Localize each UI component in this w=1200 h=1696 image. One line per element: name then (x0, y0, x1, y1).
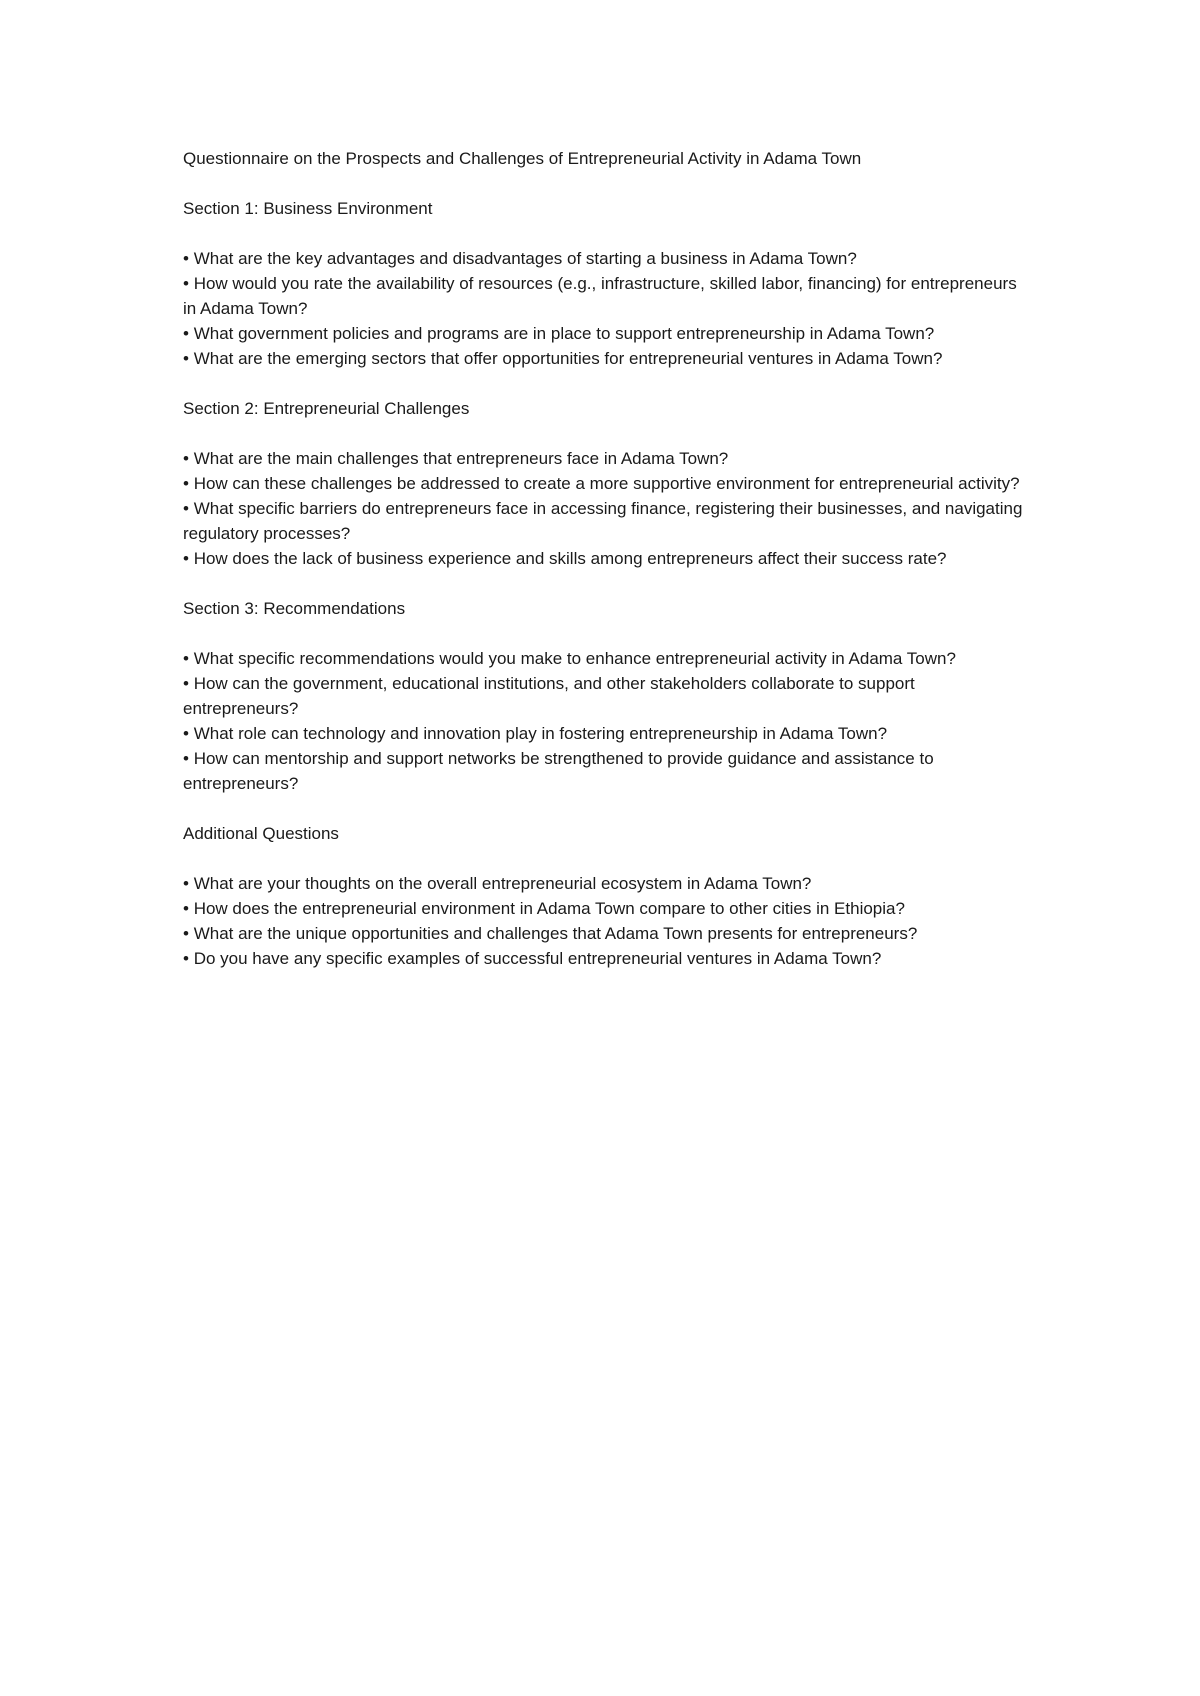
bullet-icon: • (183, 899, 189, 918)
bullet-icon: • (183, 924, 189, 943)
question-text: How would you rate the availability of resources (e.g., infrastructure, skilled labor, financing) for entrepreneurs in Adama Town? (183, 274, 1017, 318)
question-text: What are the emerging sectors that offer opportunities for entrepreneurial ventures in Adama Town? (193, 349, 943, 368)
document-title: Questionnaire on the Prospects and Challenges of Entrepreneurial Activity in Adama Town (183, 149, 862, 168)
section-heading: Section 2: Entrepreneurial Challenges (183, 399, 470, 418)
question-item (183, 646, 1033, 671)
questionnaire-section (183, 596, 1033, 796)
question-text: Do you have any specific examples of successful entrepreneurial ventures in Adama Town? (193, 949, 882, 968)
bullet-icon: • (183, 499, 189, 518)
bullet-icon: • (183, 449, 189, 468)
section-heading: Section 1: Business Environment (183, 199, 433, 218)
question-text: How can mentorship and support networks be strengthened to provide guidance and assistance to entrepreneurs? (183, 749, 934, 793)
bullet-icon: • (183, 274, 189, 293)
question-text: What role can technology and innovation play in fostering entrepreneurship in Adama Town? (193, 724, 888, 743)
question-item (183, 471, 1033, 496)
document-body (183, 146, 1033, 971)
question-list (183, 246, 1033, 371)
bullet-icon: • (183, 549, 189, 568)
question-item (183, 496, 1033, 546)
question-item (183, 896, 1033, 921)
question-item (183, 946, 1033, 971)
question-list (183, 446, 1033, 571)
question-item (183, 546, 1033, 571)
question-text: What are your thoughts on the overall entrepreneurial ecosystem in Adama Town? (193, 874, 812, 893)
bullet-icon: • (183, 949, 189, 968)
question-item (183, 671, 1033, 721)
questionnaire-section (183, 396, 1033, 571)
questionnaire-section (183, 196, 1033, 371)
bullet-icon: • (183, 249, 189, 268)
question-text: How does the entrepreneurial environment in Adama Town compare to other cities in Ethiopia? (193, 899, 905, 918)
question-text: What specific barriers do entrepreneurs face in accessing finance, registering their businesses, and navigating regulatory processes? (183, 499, 1023, 543)
bullet-icon: • (183, 674, 189, 693)
question-text: How does the lack of business experience and skills among entrepreneurs affect their success rate? (193, 549, 947, 568)
question-item (183, 346, 1033, 371)
question-item (183, 921, 1033, 946)
question-text: What are the key advantages and disadvantages of starting a business in Adama Town? (193, 249, 857, 268)
section-heading: Additional Questions (183, 824, 339, 843)
question-text: What are the main challenges that entrepreneurs face in Adama Town? (193, 449, 729, 468)
bullet-icon: • (183, 349, 189, 368)
question-list (183, 871, 1033, 971)
question-text: How can these challenges be addressed to create a more supportive environment for entrepreneurial activity? (193, 474, 1020, 493)
bullet-icon: • (183, 724, 189, 743)
question-item (183, 446, 1033, 471)
question-text: What are the unique opportunities and challenges that Adama Town presents for entrepreneurs? (193, 924, 918, 943)
question-item (183, 246, 1033, 271)
bullet-icon: • (183, 649, 189, 668)
sections-container (183, 196, 1033, 971)
questionnaire-section (183, 821, 1033, 971)
question-list (183, 646, 1033, 796)
section-heading: Section 3: Recommendations (183, 599, 406, 618)
bullet-icon: • (183, 474, 189, 493)
bullet-icon: • (183, 874, 189, 893)
question-text: How can the government, educational institutions, and other stakeholders collaborate to support entrepreneurs? (183, 674, 915, 718)
question-item (183, 271, 1033, 321)
bullet-icon: • (183, 749, 189, 768)
question-item (183, 321, 1033, 346)
question-item (183, 871, 1033, 896)
question-item (183, 721, 1033, 746)
bullet-icon: • (183, 324, 189, 343)
question-text: What government policies and programs are in place to support entrepreneurship in Adama Town? (193, 324, 935, 343)
question-item (183, 746, 1033, 796)
question-text: What specific recommendations would you make to enhance entrepreneurial activity in Adama Town? (193, 649, 956, 668)
